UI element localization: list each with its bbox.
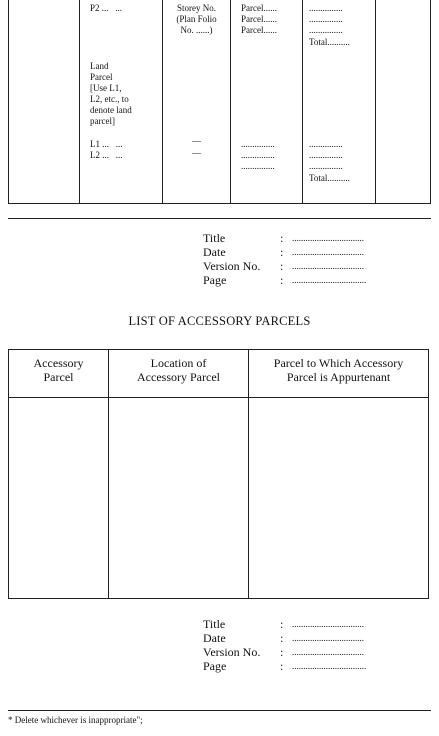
footnote [8, 715, 143, 726]
table-border-right [428, 349, 429, 599]
footer-label-version: Version No. [203, 645, 261, 659]
total-entry: Total.......... [309, 37, 350, 47]
header-line: Parcel to Which Accessory [273, 356, 404, 370]
col-header-location [109, 356, 248, 384]
table-top-border [8, 349, 429, 350]
header-line: Parcel [43, 370, 74, 384]
table-border-right [430, 0, 431, 204]
footer-value-version: ................................ [292, 647, 364, 657]
footer-colon: : [280, 245, 284, 259]
storey-no-label: Storey No. [177, 3, 216, 13]
dotted-entry: ............... [241, 139, 275, 149]
dotted-entry: ............... [309, 150, 343, 160]
header-line: Accessory Parcel [137, 370, 220, 384]
header-line: Location of [150, 356, 207, 370]
footer-colon: : [280, 617, 284, 631]
footer-value-version: ................................ [292, 261, 364, 271]
footer-label-title: Title [203, 617, 226, 631]
footer-label-title: Title [203, 231, 226, 245]
footer-label-date: Date [203, 631, 226, 645]
footer-colon: : [280, 259, 284, 273]
note-line: L2, etc., to [90, 94, 129, 104]
footer-colon: : [280, 659, 284, 673]
table-header-border [8, 397, 429, 398]
p2-label: P2 ... ... [90, 3, 123, 13]
table-bottom-border [8, 598, 429, 599]
plan-folio-no-label: No. ......) [180, 25, 213, 35]
dotted-entry: ............... [309, 161, 343, 171]
total-entry: Total.......... [309, 173, 350, 183]
dotted-entry: ............... [309, 25, 343, 35]
table-bottom-border [8, 203, 431, 204]
header-line: Parcel is Appurtenant [286, 370, 391, 384]
dotted-entry: ............... [309, 14, 343, 24]
note-line: denote land [90, 105, 132, 115]
footer-value-page: ................................. [292, 661, 367, 671]
dash-mark: — [192, 136, 201, 146]
footer-colon: : [280, 273, 284, 287]
dash-mark: — [192, 148, 201, 158]
footer-label-date: Date [203, 245, 226, 259]
accessory-heading: LIST OF ACCESSORY PARCELS [128, 314, 311, 328]
plan-folio-label: (Plan Folio [176, 14, 217, 24]
table-col-divider [302, 0, 303, 204]
footer-value-page: ................................. [292, 275, 367, 285]
section-divider [8, 218, 431, 219]
l2-label: L2 ... ... [90, 150, 123, 160]
table-col-divider [375, 0, 376, 204]
dotted-entry: ............... [241, 150, 275, 160]
parcel-line: Parcel...... [241, 3, 277, 13]
table-col-divider [230, 0, 231, 204]
note-line: Parcel [90, 72, 113, 82]
footer-colon: : [280, 231, 284, 245]
footer-colon: : [280, 631, 284, 645]
footer-colon: : [280, 645, 284, 659]
footer-value-title: ................................ [292, 619, 364, 629]
table-col-divider [108, 349, 109, 599]
note-line: [Use L1, [90, 83, 122, 93]
dotted-entry: ............... [241, 161, 275, 171]
note-line: Land [90, 61, 109, 71]
footnote-rule [8, 710, 431, 711]
col-header-accessory-parcel [9, 356, 108, 384]
dotted-entry: ............... [309, 139, 343, 149]
footer-label-page: Page [203, 659, 227, 673]
header-line: Accessory [33, 356, 84, 370]
table-border-left [8, 0, 9, 204]
table-col-divider [79, 0, 80, 204]
parcel-line: Parcel...... [241, 25, 277, 35]
footer-value-title: ................................ [292, 233, 364, 243]
land-parcel-note [90, 61, 132, 127]
dotted-entry: ............... [309, 3, 343, 13]
footer-value-date: ................................ [292, 247, 364, 257]
footer-label-page: Page [203, 273, 227, 287]
footnote-text: Delete whichever is inappropriate"; [14, 715, 143, 725]
table-col-divider [248, 349, 249, 599]
footnote-star: * [8, 715, 13, 725]
table-border-left [8, 349, 9, 599]
col-header-appurtenant [249, 356, 428, 384]
footer-label-version: Version No. [203, 259, 261, 273]
parcel-line: Parcel...... [241, 14, 277, 24]
l1-label: L1 ... ... [90, 139, 123, 149]
note-line: parcel] [90, 116, 115, 126]
footer-value-date: ................................ [292, 633, 364, 643]
